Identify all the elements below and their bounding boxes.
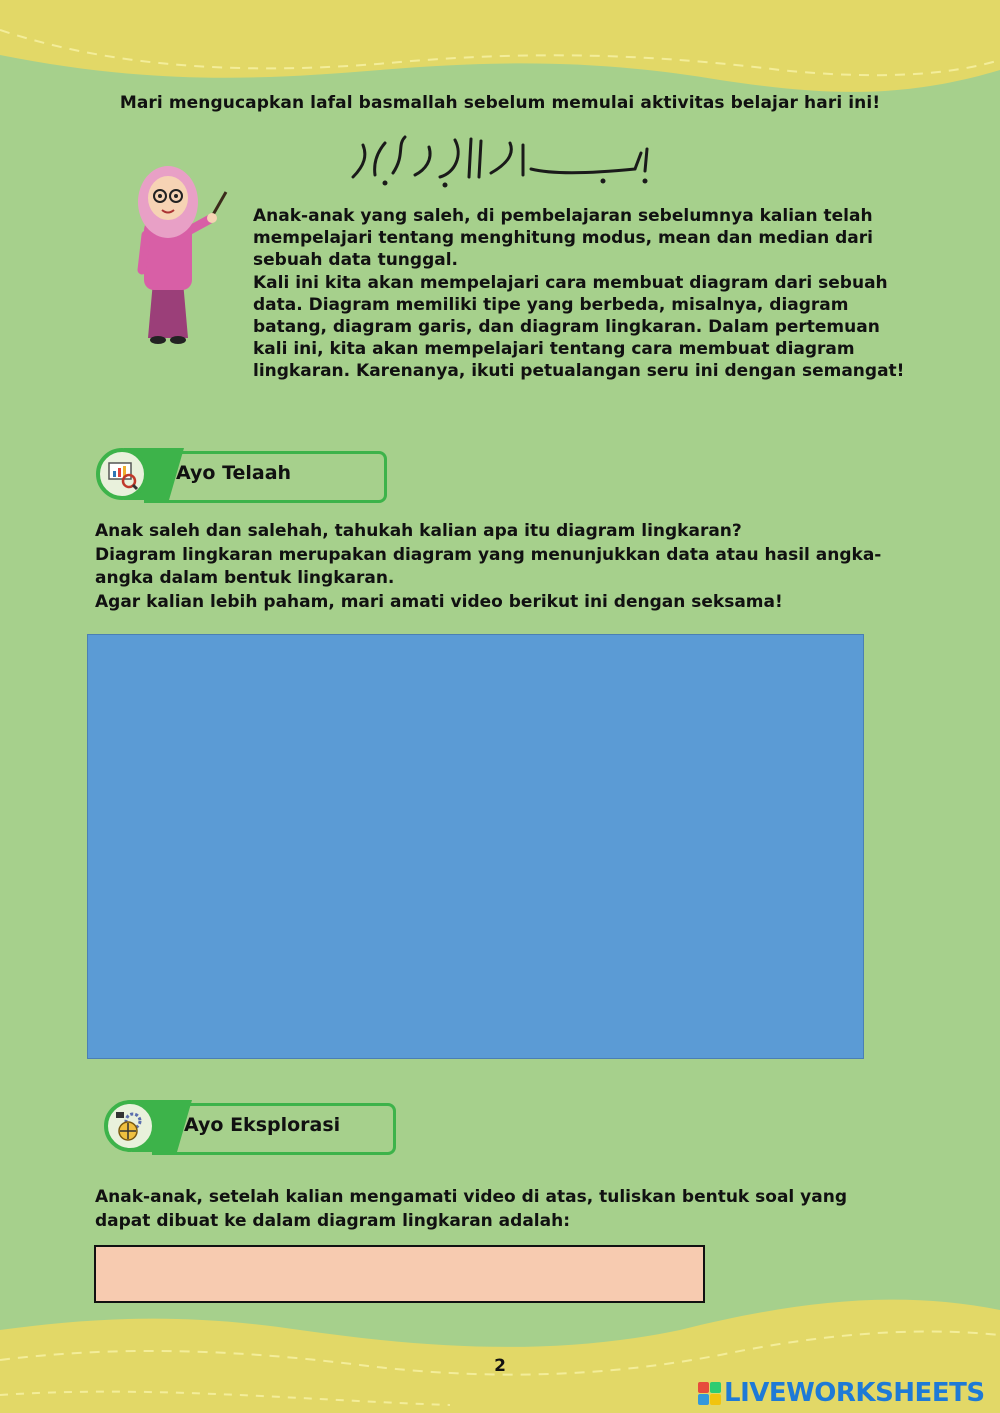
telaah-text: [95, 520, 915, 615]
intro-paragraph-1: Anak-anak yang saleh, di pembelajaran sebelumnya kalian telah mempelajari tentang menghitung modus, mean dan median dari sebuah data tunggal.: [253, 206, 873, 271]
intro-paragraph: [253, 205, 913, 383]
liveworksheets-cube-icon: [698, 1382, 721, 1405]
video-embed[interactable]: [87, 634, 864, 1059]
liveworksheets-logo[interactable]: [698, 1378, 985, 1408]
intro-title: Mari mengucapkan lafal basmallah sebelum memulai aktivitas belajar hari ini!: [119, 93, 881, 113]
telaah-line-2: Diagram lingkaran merupakan diagram yang menunjukkan data atau hasil angka-angka dalam bentuk lingkaran.: [95, 544, 882, 589]
basmalah-calligraphy: [345, 125, 660, 191]
telaah-line-3: Agar kalian lebih paham, mari amati video berikut ini dengan seksama!: [95, 592, 783, 613]
gear-compass-icon: [104, 1100, 156, 1152]
brand-name: LIVEWORKSHEETS: [724, 1378, 985, 1408]
page-number: 2: [494, 1356, 506, 1376]
section-header-telaah: [96, 448, 386, 504]
section-label-telaah: Ayo Telaah: [176, 462, 292, 484]
teacher-illustration: [130, 160, 230, 350]
section-label-eksplorasi: Ayo Eksplorasi: [184, 1114, 341, 1136]
section-header-eksplorasi: [104, 1100, 396, 1156]
magnifier-chart-icon: [96, 448, 148, 500]
intro-paragraph-2: Kali ini kita akan mempelajari cara membuat diagram dari sebuah data. Diagram memiliki tipe yang berbeda, misalnya, diagram batang, diagram garis, dan diagram lingkaran. Dalam pertemuan kali ini, kita akan mempelajari tentang cara membuat diagram lingkaran. Karenanya, ikuti petualangan seru ini dengan semangat!: [253, 272, 905, 382]
eksplorasi-prompt: Anak-anak, setelah kalian mengamati video di atas, tuliskan bentuk soal yang dapat dibuat ke dalam diagram lingkaran adalah:: [95, 1187, 847, 1231]
telaah-line-1: Anak saleh dan salehah, tahukah kalian apa itu diagram lingkaran?: [95, 521, 742, 541]
answer-input[interactable]: [94, 1245, 705, 1303]
